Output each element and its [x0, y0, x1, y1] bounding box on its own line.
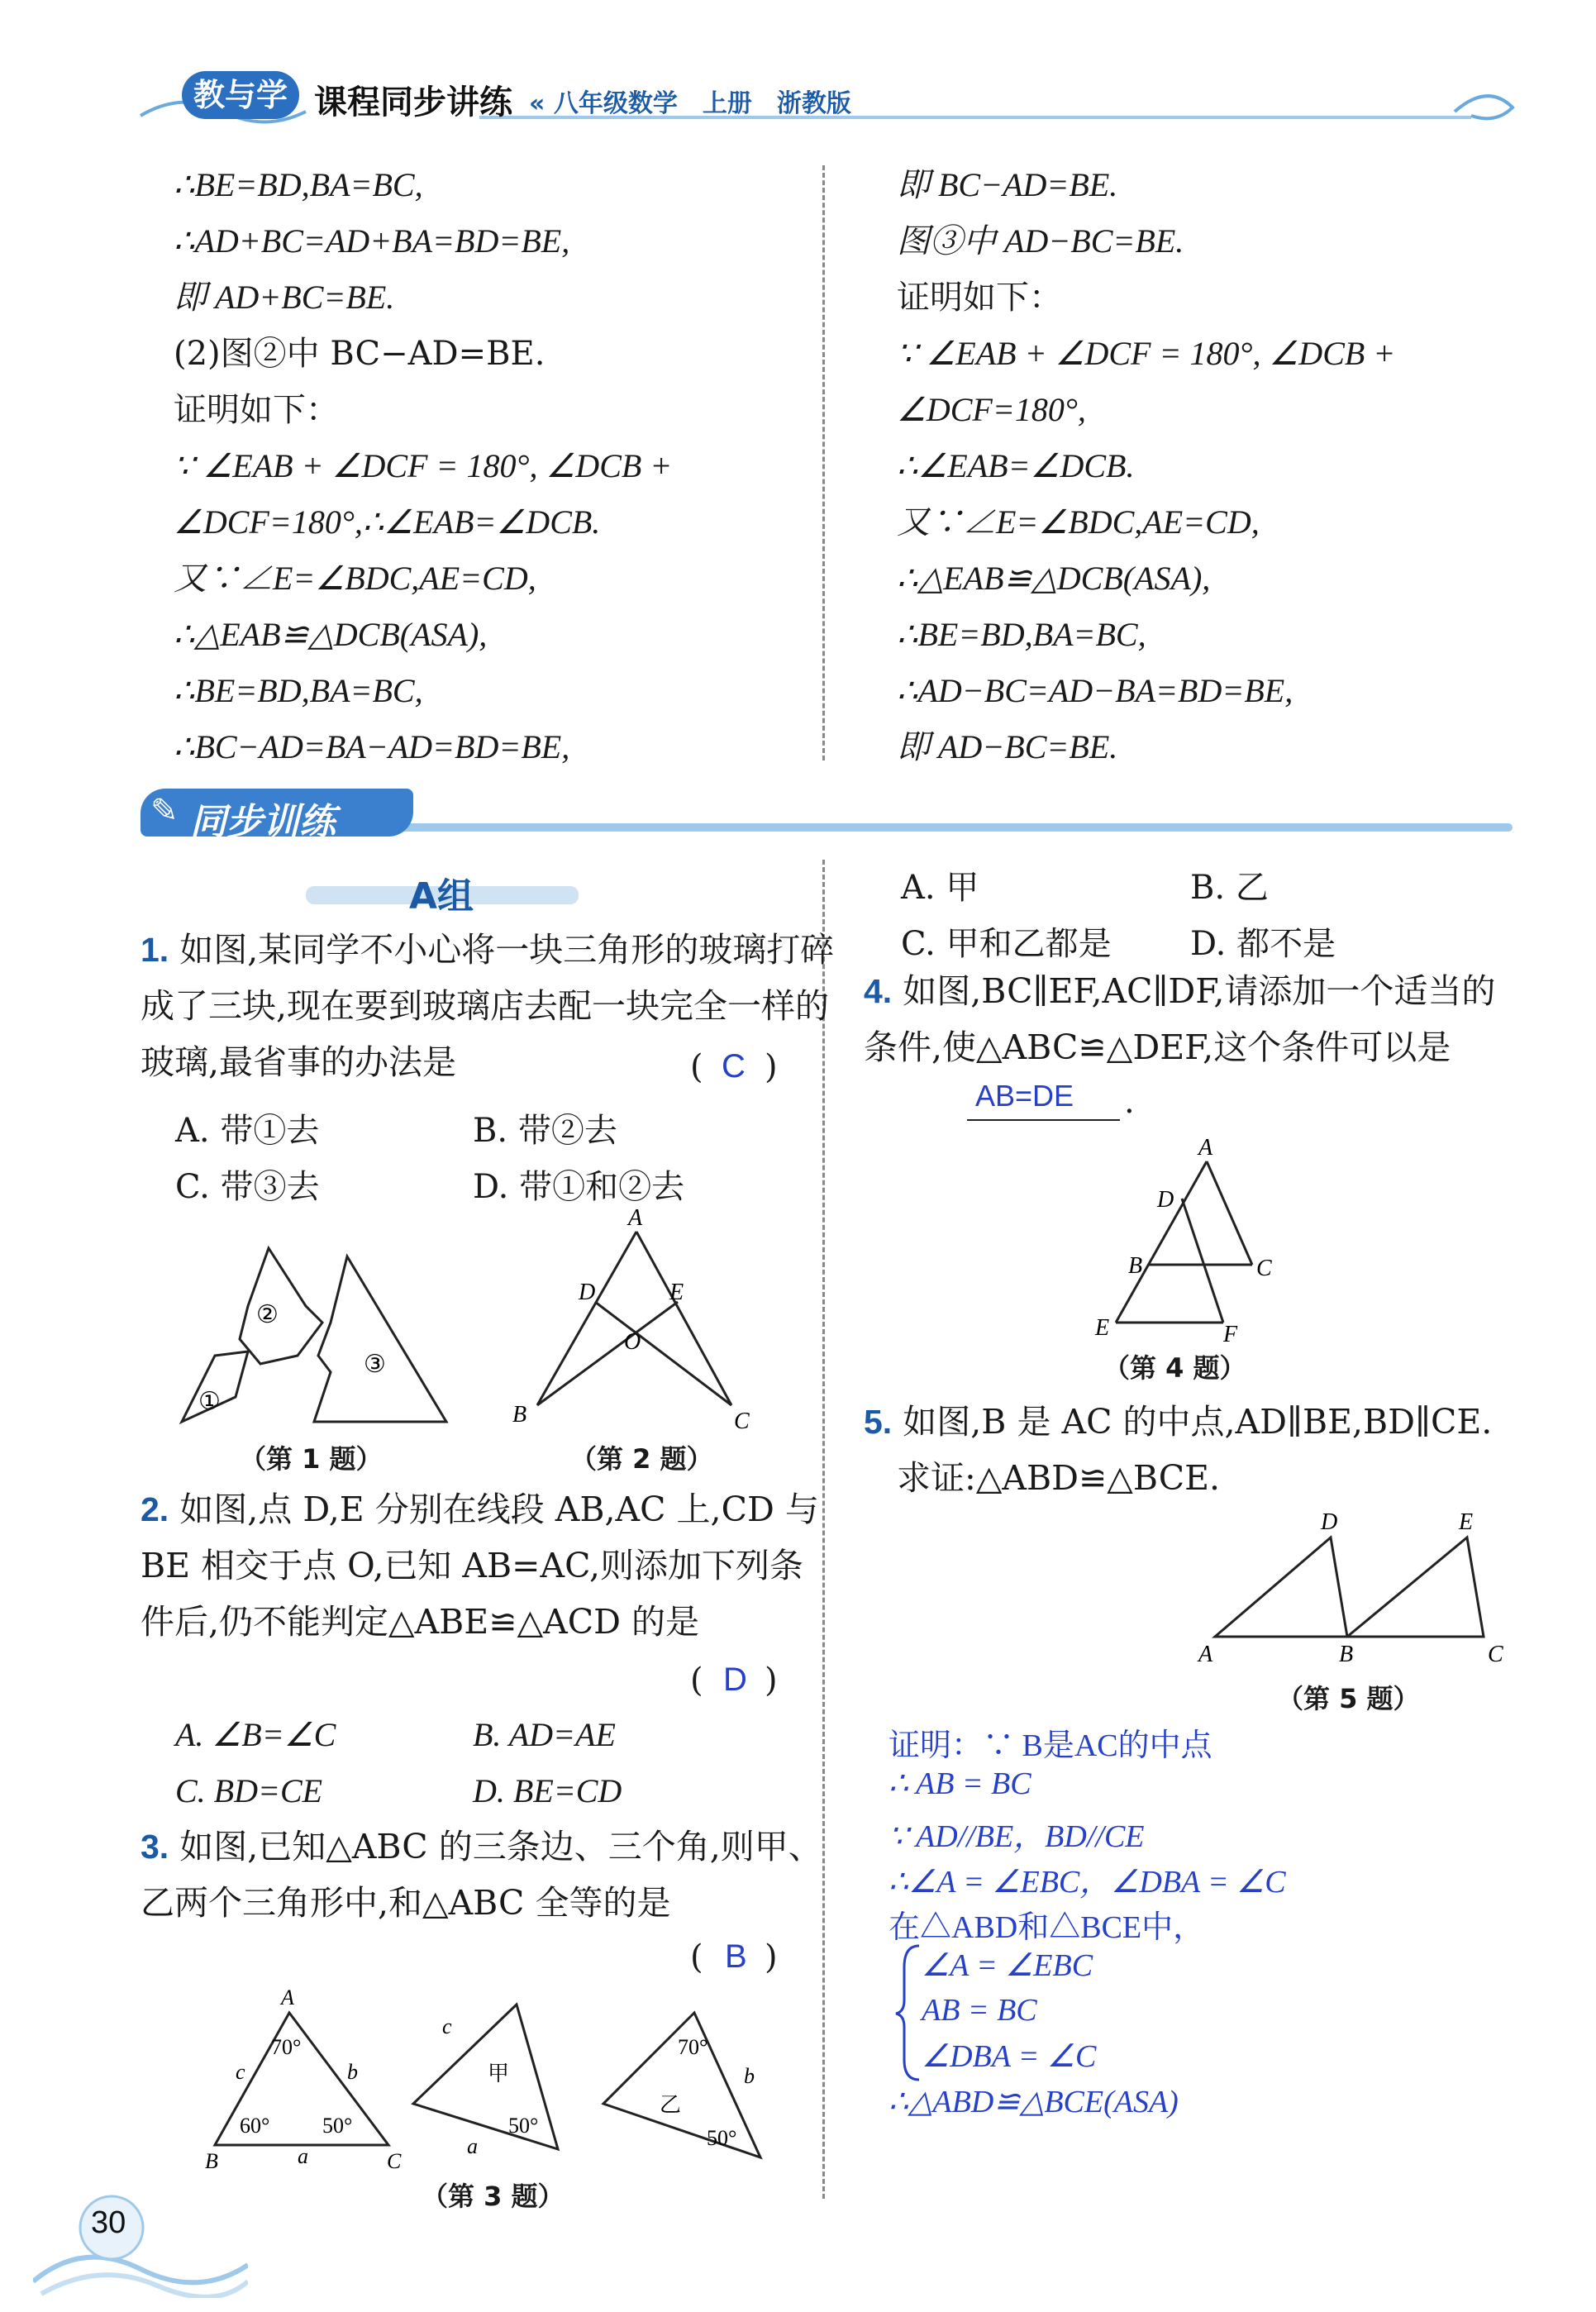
- q1-text: 如图,某同学不小心将一块三角形的玻璃打碎成了三块,现在要到玻璃店去配一块完全一样的玻璃,最省事的办法是: [141, 930, 835, 1082]
- proof-brace: [893, 1943, 926, 2083]
- top-divider: [822, 165, 825, 760]
- q2-number: 2.: [141, 1490, 169, 1528]
- fig2-label-a: A: [628, 1207, 643, 1231]
- fig5-label-c: C: [1488, 1642, 1503, 1667]
- fig3-yi-side-b: b: [744, 2064, 755, 2088]
- page-number: 30: [91, 2205, 126, 2240]
- q5-prove-line: 求证:△ABD≌△BCE.: [897, 1458, 1221, 1498]
- top-right-line-5: ∠DCF=180°,: [897, 391, 1086, 428]
- q4-answer: AB=DE: [975, 1079, 1074, 1113]
- fig3-angle-60: 60°: [240, 2114, 270, 2138]
- fig4-label-c: C: [1256, 1256, 1272, 1281]
- top-left-line-4: (2)图②中 BC−AD=BE.: [174, 335, 545, 373]
- fig5-label-a: A: [1198, 1642, 1213, 1667]
- q4-end: .: [1124, 1083, 1135, 1121]
- proof-line-5: 在△ABD和△BCE中，: [889, 1910, 1205, 1945]
- q3-number: 3.: [141, 1828, 169, 1866]
- top-right-line-10: ∴AD−BC=AD−BA=BD=BE,: [897, 672, 1293, 709]
- fig3-jia-side-a: a: [467, 2134, 478, 2158]
- question-3: [141, 1819, 835, 1931]
- section-title: 同步训练: [190, 801, 336, 843]
- q1-number: 1.: [141, 931, 169, 969]
- fig5-label-e: E: [1459, 1509, 1474, 1535]
- page-header: [132, 66, 1521, 132]
- q4-caption: （第 4 题）: [1103, 1352, 1246, 1384]
- figure-3-triangles: [190, 1988, 785, 2178]
- q2-option-d: D. BE=CD: [473, 1772, 622, 1809]
- top-left-line-8: 又∵∠E=∠BDC,AE=CD,: [174, 560, 536, 597]
- logo-text: 教与学: [193, 77, 288, 113]
- q1-answer: C: [722, 1048, 746, 1084]
- fig3-yi-label: 乙: [660, 2093, 682, 2118]
- pencil-icon: ✎: [150, 792, 179, 830]
- q1-paren-open: (: [690, 1048, 703, 1086]
- q3-option-a: A. 甲: [901, 869, 979, 907]
- proof-line-1: 证明：∵ B是AC的中点: [889, 1728, 1212, 1763]
- series-title: 课程同步讲练: [314, 83, 512, 122]
- fig1-label-1: ①: [198, 1387, 221, 1416]
- top-right-line-2: 图③中 AD−BC=BE.: [897, 222, 1184, 260]
- top-left-line-7: ∠DCF=180°,∴∠EAB=∠DCB.: [174, 503, 601, 541]
- top-right-line-8: ∴△EAB≌△DCB(ASA),: [897, 560, 1211, 597]
- fig2-label-c: C: [734, 1409, 750, 1434]
- fig3-label-c: C: [387, 2149, 402, 2173]
- book-subtitle: « 八年级数学 上册 浙教版: [529, 89, 851, 118]
- q4-number: 4.: [864, 972, 893, 1010]
- q1-option-d: D. 带①和②去: [473, 1168, 685, 1206]
- fig4-label-e: E: [1095, 1315, 1110, 1341]
- fig4-label-b: B: [1128, 1253, 1143, 1279]
- question-5: [864, 1394, 1508, 1450]
- proof-line-4: ∴∠A = ∠EBC，∠DBA = ∠C: [889, 1865, 1286, 1900]
- q1-option-c: C. 带③去: [175, 1168, 320, 1206]
- proof-line-2: ∴ AB = BC: [889, 1766, 1031, 1801]
- fig3-angle-70: 70°: [271, 2035, 302, 2059]
- fig3-jia-angle: 50°: [508, 2114, 539, 2138]
- q2-caption: （第 2 题）: [570, 1443, 713, 1475]
- fig1-label-3: ③: [364, 1350, 386, 1379]
- top-right-line-6: ∴∠EAB=∠DCB.: [897, 447, 1135, 484]
- proof-line-8: ∠DBA = ∠C: [922, 2039, 1097, 2074]
- q2-answer: D: [723, 1661, 747, 1698]
- q5-caption: （第 5 题）: [1277, 1683, 1420, 1714]
- q2-option-a: A. ∠B=∠C: [175, 1716, 336, 1753]
- top-right-line-7: 又∵∠E=∠BDC,AE=CD,: [897, 503, 1260, 541]
- fig4-label-a: A: [1198, 1137, 1213, 1161]
- top-right-line-1: 即 BC−AD=BE.: [897, 166, 1118, 203]
- logo: [182, 71, 299, 119]
- q4-text: 如图,BC∥EF,AC∥DF,请添加一个适当的条件,使△ABC≌△DEF,这个条件可以是: [864, 971, 1496, 1067]
- fig2-label-o: O: [624, 1329, 641, 1355]
- section-banner: [132, 785, 1521, 843]
- proof-line-3: ∵ AD//BE，BD//CE: [889, 1819, 1145, 1854]
- fig3-angle-50: 50°: [322, 2114, 353, 2138]
- fig2-label-e: E: [669, 1280, 684, 1305]
- q3-caption: （第 3 题）: [422, 2181, 565, 2212]
- figure-2-triangle: [496, 1207, 769, 1438]
- group-label: A组: [409, 875, 474, 918]
- q3-text: 如图,已知△ABC 的三条边、三个角,则甲、乙两个三角形中,和△ABC 全等的是: [141, 1827, 822, 1923]
- top-left-line-3: 即 AD+BC=BE.: [174, 279, 395, 316]
- proof-line-6: ∠A = ∠EBC: [922, 1948, 1093, 1983]
- top-left-line-2: ∴AD+BC=AD+BA=BD=BE,: [174, 222, 570, 260]
- q3-option-b: B. 乙: [1190, 869, 1269, 907]
- top-left-line-11: ∴BC−AD=BA−AD=BD=BE,: [174, 728, 570, 765]
- proof-line-9: ∴△ABD≌△BCE(ASA): [889, 2085, 1179, 2119]
- fig5-label-b: B: [1339, 1642, 1354, 1667]
- fig3-side-a: a: [298, 2144, 308, 2168]
- q3-answer: B: [725, 1938, 747, 1975]
- fig3-jia-label: 甲: [488, 2062, 510, 2086]
- section-band: [231, 823, 1513, 832]
- q1-caption: （第 1 题）: [240, 1443, 383, 1475]
- fig3-label-b: B: [205, 2149, 218, 2173]
- fig3-side-c: c: [236, 2060, 245, 2084]
- q1-paren-close: ): [765, 1048, 778, 1086]
- proof-line-7: AB = BC: [922, 1993, 1037, 2028]
- figure-4-triangles: [1091, 1137, 1289, 1343]
- fig5-label-d: D: [1321, 1509, 1338, 1535]
- fig3-yi-angle-70: 70°: [678, 2035, 708, 2059]
- q2-text: 如图,点 D,E 分别在线段 AB,AC 上,CD 与 BE 相交于点 O,已知 AB=AC,则添加下列条件后,仍不能判定△ABE≌△ACD 的是: [141, 1490, 819, 1642]
- fig3-label-a: A: [281, 1988, 294, 2009]
- q2-option-c: C. BD=CE: [175, 1772, 323, 1809]
- fig4-label-f: F: [1223, 1322, 1238, 1343]
- q1-option-a: A. 带①去: [175, 1112, 320, 1150]
- figure-1-glass-pieces: [174, 1232, 463, 1430]
- fig3-jia-side-c: c: [442, 2014, 452, 2038]
- q2-paren-open: (: [690, 1661, 703, 1699]
- top-right-line-4: ∵ ∠EAB + ∠DCF = 180°, ∠DCB +: [897, 335, 1396, 372]
- top-left-line-9: ∴△EAB≌△DCB(ASA),: [174, 616, 488, 653]
- fig3-side-b: b: [347, 2060, 358, 2084]
- figure-5-triangles: [1190, 1504, 1513, 1670]
- fig2-label-d: D: [579, 1280, 596, 1305]
- question-4: [864, 963, 1508, 1075]
- fig1-label-2: ②: [256, 1300, 279, 1329]
- q3-paren-close: ): [765, 1938, 778, 1976]
- footer-wave-decoration: [33, 2182, 248, 2298]
- q3-option-c: C. 甲和乙都是: [901, 925, 1112, 963]
- question-2: [141, 1481, 835, 1650]
- top-right-line-9: ∴BE=BD,BA=BC,: [897, 616, 1146, 653]
- top-left-line-5: 证明如下：: [174, 391, 339, 429]
- fig2-label-b: B: [512, 1402, 527, 1428]
- q2-option-b: B. AD=AE: [473, 1716, 616, 1753]
- top-left-line-1: ∴BE=BD,BA=BC,: [174, 166, 423, 203]
- top-left-line-6: ∵ ∠EAB + ∠DCF = 180°, ∠DCB +: [174, 447, 673, 484]
- q5-number: 5.: [864, 1403, 893, 1441]
- q5-text: 如图,B 是 AC 的中点,AD∥BE,BD∥CE.: [903, 1402, 1493, 1442]
- q2-paren-close: ): [765, 1661, 778, 1699]
- q1-option-b: B. 带②去: [473, 1112, 617, 1150]
- fig4-label-d: D: [1157, 1187, 1174, 1213]
- top-right-line-11: 即 AD−BC=BE.: [897, 728, 1118, 765]
- top-right-line-3: 证明如下：: [897, 279, 1062, 317]
- q3-option-d: D. 都不是: [1190, 925, 1336, 963]
- top-left-line-10: ∴BE=BD,BA=BC,: [174, 672, 423, 709]
- q3-paren-open: (: [690, 1938, 703, 1976]
- fig3-yi-angle-50: 50°: [707, 2126, 737, 2150]
